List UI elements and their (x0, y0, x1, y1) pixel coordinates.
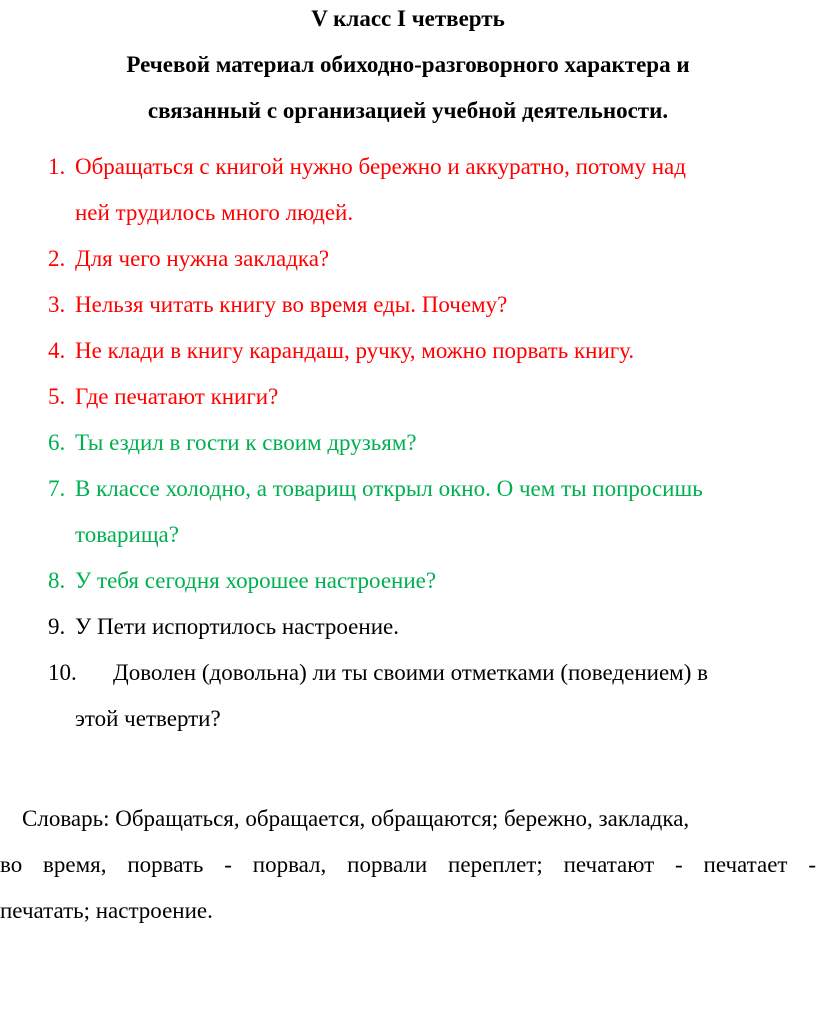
item-text-continuation: ней трудилось много людей. (75, 200, 354, 225)
item-text: Для чего нужна закладка? (75, 246, 330, 271)
list-item (0, 558, 816, 604)
item-text: Доволен (довольна) ли ты своими отметками (поведением) в (113, 660, 708, 685)
item-number: 2. (48, 246, 66, 271)
list-item (0, 374, 816, 420)
item-number: 4. (48, 338, 66, 363)
list-item (0, 236, 816, 282)
item-number: 3. (48, 292, 66, 317)
item-text: Где печатают книги? (75, 384, 279, 409)
phrase-list (0, 144, 816, 742)
item-text-continuation: этой четверти? (75, 706, 221, 731)
vocabulary-line-1: Словарь: Обращаться, обращается, обращаются; бережно, закладка, (22, 806, 690, 831)
list-item (0, 604, 816, 650)
item-number: 1. (48, 154, 66, 179)
item-text: У тебя сегодня хорошее настроение? (75, 568, 437, 593)
list-item (0, 282, 816, 328)
item-text: Не клади в книгу карандаш, ручку, можно порвать книгу. (75, 338, 635, 363)
section-heading-line-1: Речевой материал обиходно-разговорного характера и (126, 52, 690, 77)
list-item (0, 420, 816, 466)
item-number: 5. (48, 384, 66, 409)
section-heading-line-2: связанный с организацией учебной деятельности. (147, 98, 669, 123)
item-number: 10. (48, 660, 77, 685)
list-item (0, 328, 816, 374)
item-number: 9. (48, 614, 66, 639)
list-item (0, 466, 816, 558)
vocabulary-line-3: печатать; настроение. (0, 898, 213, 923)
page-title: V класс I четверть (311, 6, 505, 31)
item-text: У Пети испортилось настроение. (75, 614, 399, 639)
item-number: 8. (48, 568, 66, 593)
item-text: Ты ездил в гости к своим друзьям? (75, 430, 417, 455)
list-item (0, 144, 816, 236)
item-text: Нельзя читать книгу во время еды. Почему? (75, 292, 508, 317)
list-item (0, 650, 816, 742)
item-text: В классе холодно, а товарищ открыл окно. О чем ты попросишь (75, 476, 703, 501)
vocabulary-paragraph (0, 796, 816, 934)
item-text-continuation: товарища? (75, 522, 179, 547)
vocabulary-line-2: во время, порвать - порвал, порвали переплет; печатают - печатает - (0, 852, 816, 877)
item-text: Обращаться с книгой нужно бережно и аккуратно, потому над (75, 154, 686, 179)
item-number: 7. (48, 476, 66, 501)
item-number: 6. (48, 430, 66, 455)
